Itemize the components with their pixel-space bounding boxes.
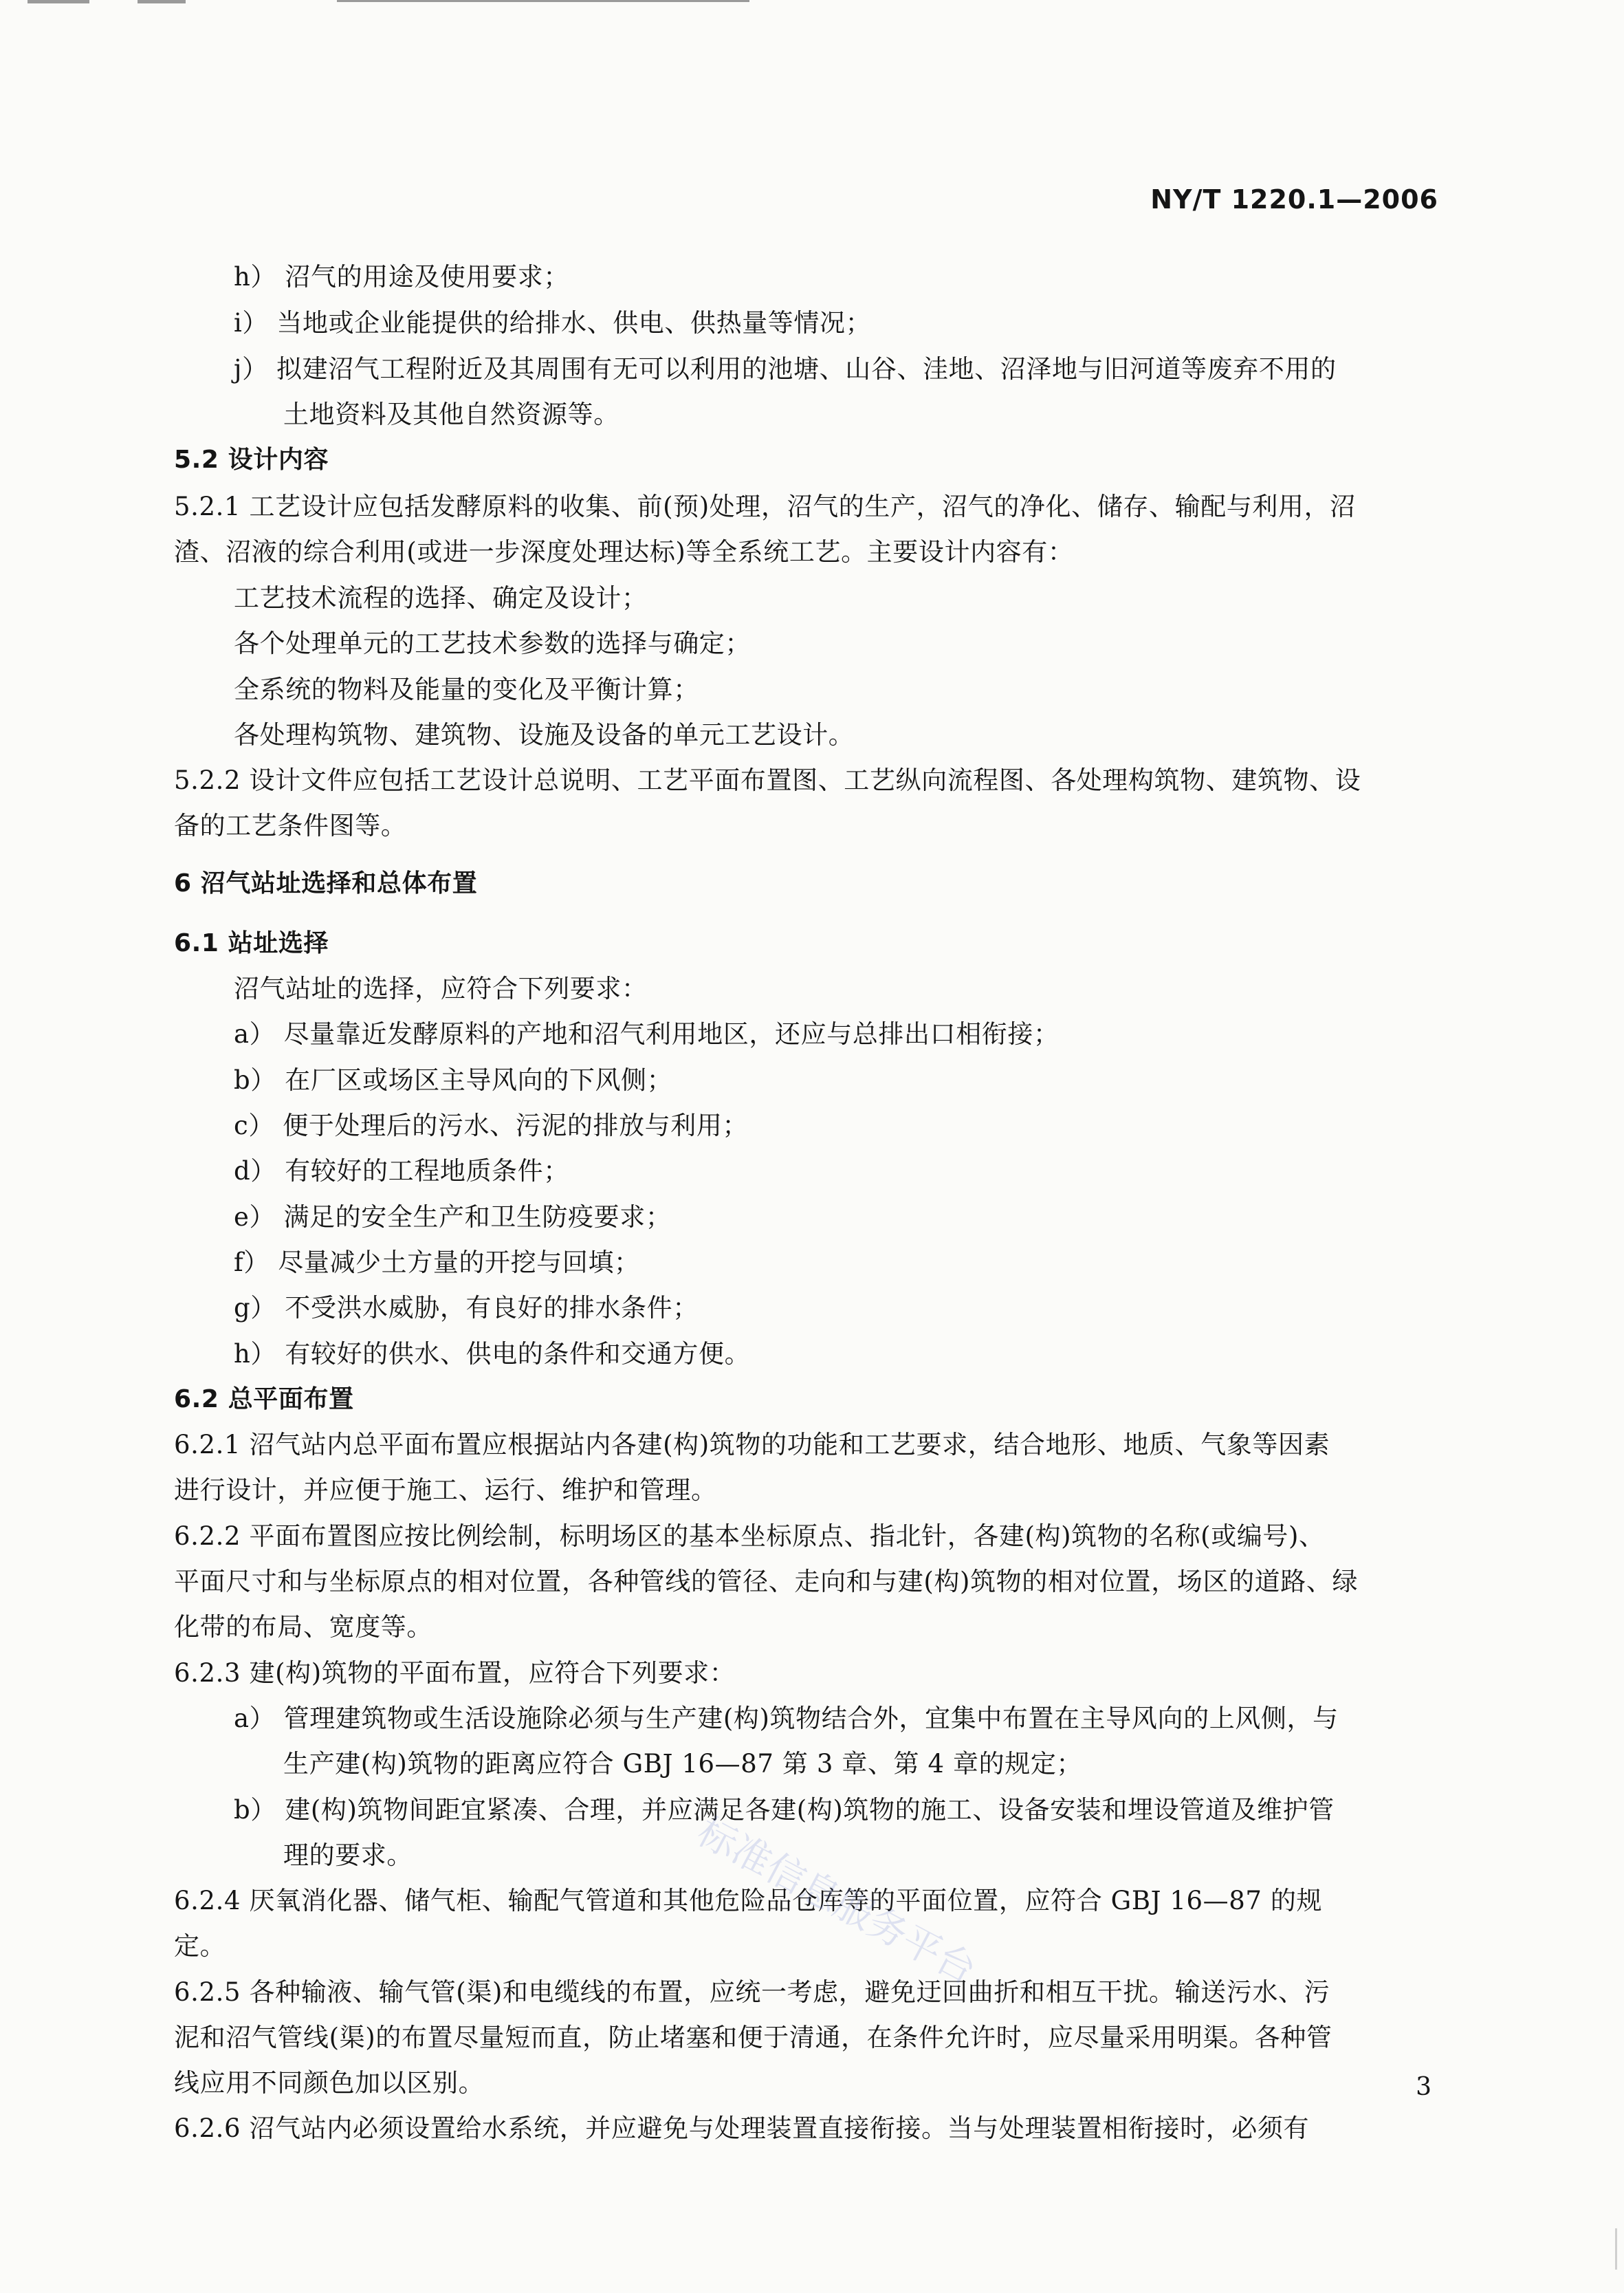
margin-mark — [1615, 2228, 1617, 2270]
section-heading: 6.1 站址选择 — [174, 929, 329, 957]
section-heading: 5.2 设计内容 — [174, 446, 329, 474]
text-line: 工艺技术流程的选择、确定及设计； — [234, 583, 648, 613]
text-line: h） 有较好的供水、供电的条件和交通方便。 — [234, 1339, 751, 1369]
standard-code-header: NY/T 1220.1—2006 — [1150, 184, 1438, 215]
text-line: 沼气站址的选择，应符合下列要求： — [234, 974, 648, 1003]
text-line: 备的工艺条件图等。 — [174, 811, 407, 840]
section-heading: 6 沼气站址选择和总体布置 — [174, 869, 478, 898]
text-line: c） 便于处理后的污水、污泥的排放与利用； — [234, 1111, 749, 1140]
text-line: a） 管理建筑物或生活设施除必须与生产建(构)筑物结合外，宜集中布置在主导风向的上风侧，与 — [234, 1704, 1339, 1733]
text-line: f） 尽量减少土方量的开挖与回填； — [234, 1248, 640, 1277]
text-line: b） 在厂区或场区主导风向的下风侧； — [234, 1065, 673, 1095]
text-line: 6.2.4 厌氧消化器、储气柜、输配气管道和其他危险品仓库等的平面位置，应符合 GBJ 16—87 的规 — [174, 1886, 1323, 1915]
scan-artifact-top — [138, 0, 186, 3]
text-line: 泥和沼气管线(渠)的布置尽量短而直，防止堵塞和便于清通，在条件允许时，应尽量采用明渠。各种管 — [174, 2023, 1332, 2052]
text-line: 各个处理单元的工艺技术参数的选择与确定； — [234, 629, 751, 658]
text-line: 6.2.6 沼气站内必须设置给水系统，并应避免与处理装置直接衔接。当与处理装置相衔接时，必须有 — [174, 2113, 1310, 2143]
text-line: d） 有较好的工程地质条件； — [234, 1156, 569, 1186]
text-line: a） 尽量靠近发酵原料的产地和沼气利用地区，还应与总排出口相衔接； — [234, 1019, 1060, 1049]
watermark-text: 标准信息服务平台 — [690, 1809, 983, 1994]
text-line: b） 建(构)筑物间距宜紧凑、合理，并应满足各建(构)筑物的施工、设备安装和埋设管道及维护管 — [234, 1795, 1335, 1825]
text-line: 线应用不同颜色加以区别。 — [174, 2068, 485, 2098]
text-line: 6.2.3 建(构)筑物的平面布置，应符合下列要求： — [174, 1658, 736, 1688]
scan-artifact-top — [337, 0, 749, 2]
text-line: 全系统的物料及能量的变化及平衡计算； — [234, 675, 699, 704]
text-line: 渣、沼液的综合利用(或进一步深度处理达标)等全系统工艺。主要设计内容有： — [174, 537, 1074, 567]
text-line: h） 沼气的用途及使用要求； — [234, 262, 569, 292]
text-line: j） 拟建沼气工程附近及其周围有无可以利用的池塘、山谷、洼地、沼泽地与旧河道等废弃不用的 — [234, 354, 1337, 384]
text-line: 5.2.1 工艺设计应包括发酵原料的收集、前(预)处理，沼气的生产，沼气的净化、储存、输配与利用，沼 — [174, 492, 1356, 521]
text-line: 生产建(构)筑物的距离应符合 GBJ 16—87 第 3 章、第 4 章的规定； — [283, 1749, 1083, 1779]
text-line: 进行设计，并应便于施工、运行、维护和管理。 — [174, 1475, 717, 1505]
scan-artifact-top — [28, 0, 89, 3]
text-line: 化带的布局、宽度等。 — [174, 1612, 432, 1642]
text-line: 各处理构筑物、建筑物、设施及设备的单元工艺设计。 — [234, 720, 855, 750]
section-heading: 6.2 总平面布置 — [174, 1385, 354, 1413]
text-line: 6.2.5 各种输液、输气管(渠)和电缆线的布置，应统一考虑，避免迂回曲折和相互干扰。输送污水、污 — [174, 1977, 1330, 2007]
text-line: 定。 — [174, 1931, 226, 1961]
text-line: 6.2.1 沼气站内总平面布置应根据站内各建(构)筑物的功能和工艺要求，结合地形、地质、气象等因素 — [174, 1430, 1330, 1459]
text-line: i） 当地或企业能提供的给排水、供电、供热量等情况； — [234, 308, 872, 338]
text-line: e） 满足的安全生产和卫生防疫要求； — [234, 1202, 672, 1232]
text-line: 平面尺寸和与坐标原点的相对位置，各种管线的管径、走向和与建(构)筑物的相对位置，场区的道路、绿 — [174, 1567, 1359, 1596]
text-line: 5.2.2 设计文件应包括工艺设计总说明、工艺平面布置图、工艺纵向流程图、各处理构筑物、建筑物、设 — [174, 765, 1361, 795]
text-line: 土地资料及其他自然资源等。 — [283, 400, 619, 429]
page-number: 3 — [1416, 2073, 1431, 2101]
text-line: 理的要求。 — [283, 1840, 413, 1870]
text-line: 6.2.2 平面布置图应按比例绘制，标明场区的基本坐标原点、指北针，各建(构)筑物的名称(或编号)、 — [174, 1521, 1325, 1551]
text-line: g） 不受洪水威胁，有良好的排水条件； — [234, 1293, 699, 1323]
